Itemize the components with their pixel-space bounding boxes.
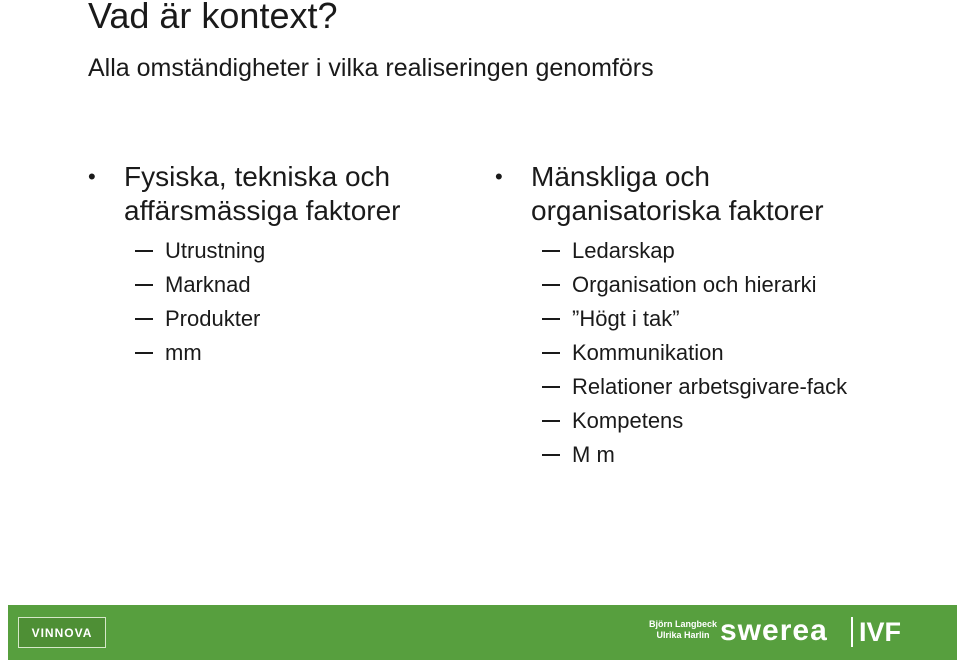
dash-icon [542, 352, 560, 354]
author-name: Björn Langbeck [649, 619, 718, 629]
list-item: Relationer arbetsgivare-fack [495, 370, 935, 404]
dash-icon [135, 250, 153, 252]
left-heading-line1: Fysiska, tekniska och [124, 161, 391, 192]
logo-divider [851, 617, 853, 647]
swerea-logo: swerea [720, 614, 828, 647]
list-item: Organisation och hierarki [495, 268, 935, 302]
list-item: Marknad [88, 268, 468, 302]
bullet-icon: • [495, 164, 503, 189]
author-name: Ulrika Harlin [656, 630, 710, 640]
dash-icon [135, 284, 153, 286]
list-item: Utrustning [88, 234, 468, 268]
slide-title: Vad är kontext? [88, 0, 338, 36]
right-heading-line2: organisatoriska faktorer [531, 195, 824, 226]
list-item: Ledarskap [495, 234, 935, 268]
left-column [88, 160, 468, 370]
vinnova-logo-text: VINNOVA [31, 625, 93, 640]
right-heading-line1: Mänskliga och [531, 161, 710, 192]
left-heading-line2: affärsmässiga faktorer [124, 195, 401, 226]
list-item: Kompetens [495, 404, 935, 438]
right-sub-list [495, 234, 935, 472]
dash-icon [542, 250, 560, 252]
dash-icon [542, 420, 560, 422]
list-item: mm [88, 336, 468, 370]
vinnova-logo [18, 617, 106, 648]
left-heading [88, 160, 468, 228]
dash-icon [542, 318, 560, 320]
ivf-logo: IVF [859, 617, 902, 647]
footer-bar [8, 605, 957, 660]
left-sub-list [88, 234, 468, 370]
list-item: M m [495, 438, 935, 472]
authors [649, 619, 717, 641]
dash-icon [135, 318, 153, 320]
bullet-icon: • [88, 164, 96, 189]
right-heading [495, 160, 935, 228]
dash-icon [135, 352, 153, 354]
list-item: Kommunikation [495, 336, 935, 370]
right-column [495, 160, 935, 472]
dash-icon [542, 284, 560, 286]
list-item: ”Högt i tak” [495, 302, 935, 336]
list-item: Produkter [88, 302, 468, 336]
dash-icon [542, 386, 560, 388]
slide-subtitle: Alla omständigheter i vilka realiseringen genomförs [88, 54, 654, 82]
dash-icon [542, 454, 560, 456]
